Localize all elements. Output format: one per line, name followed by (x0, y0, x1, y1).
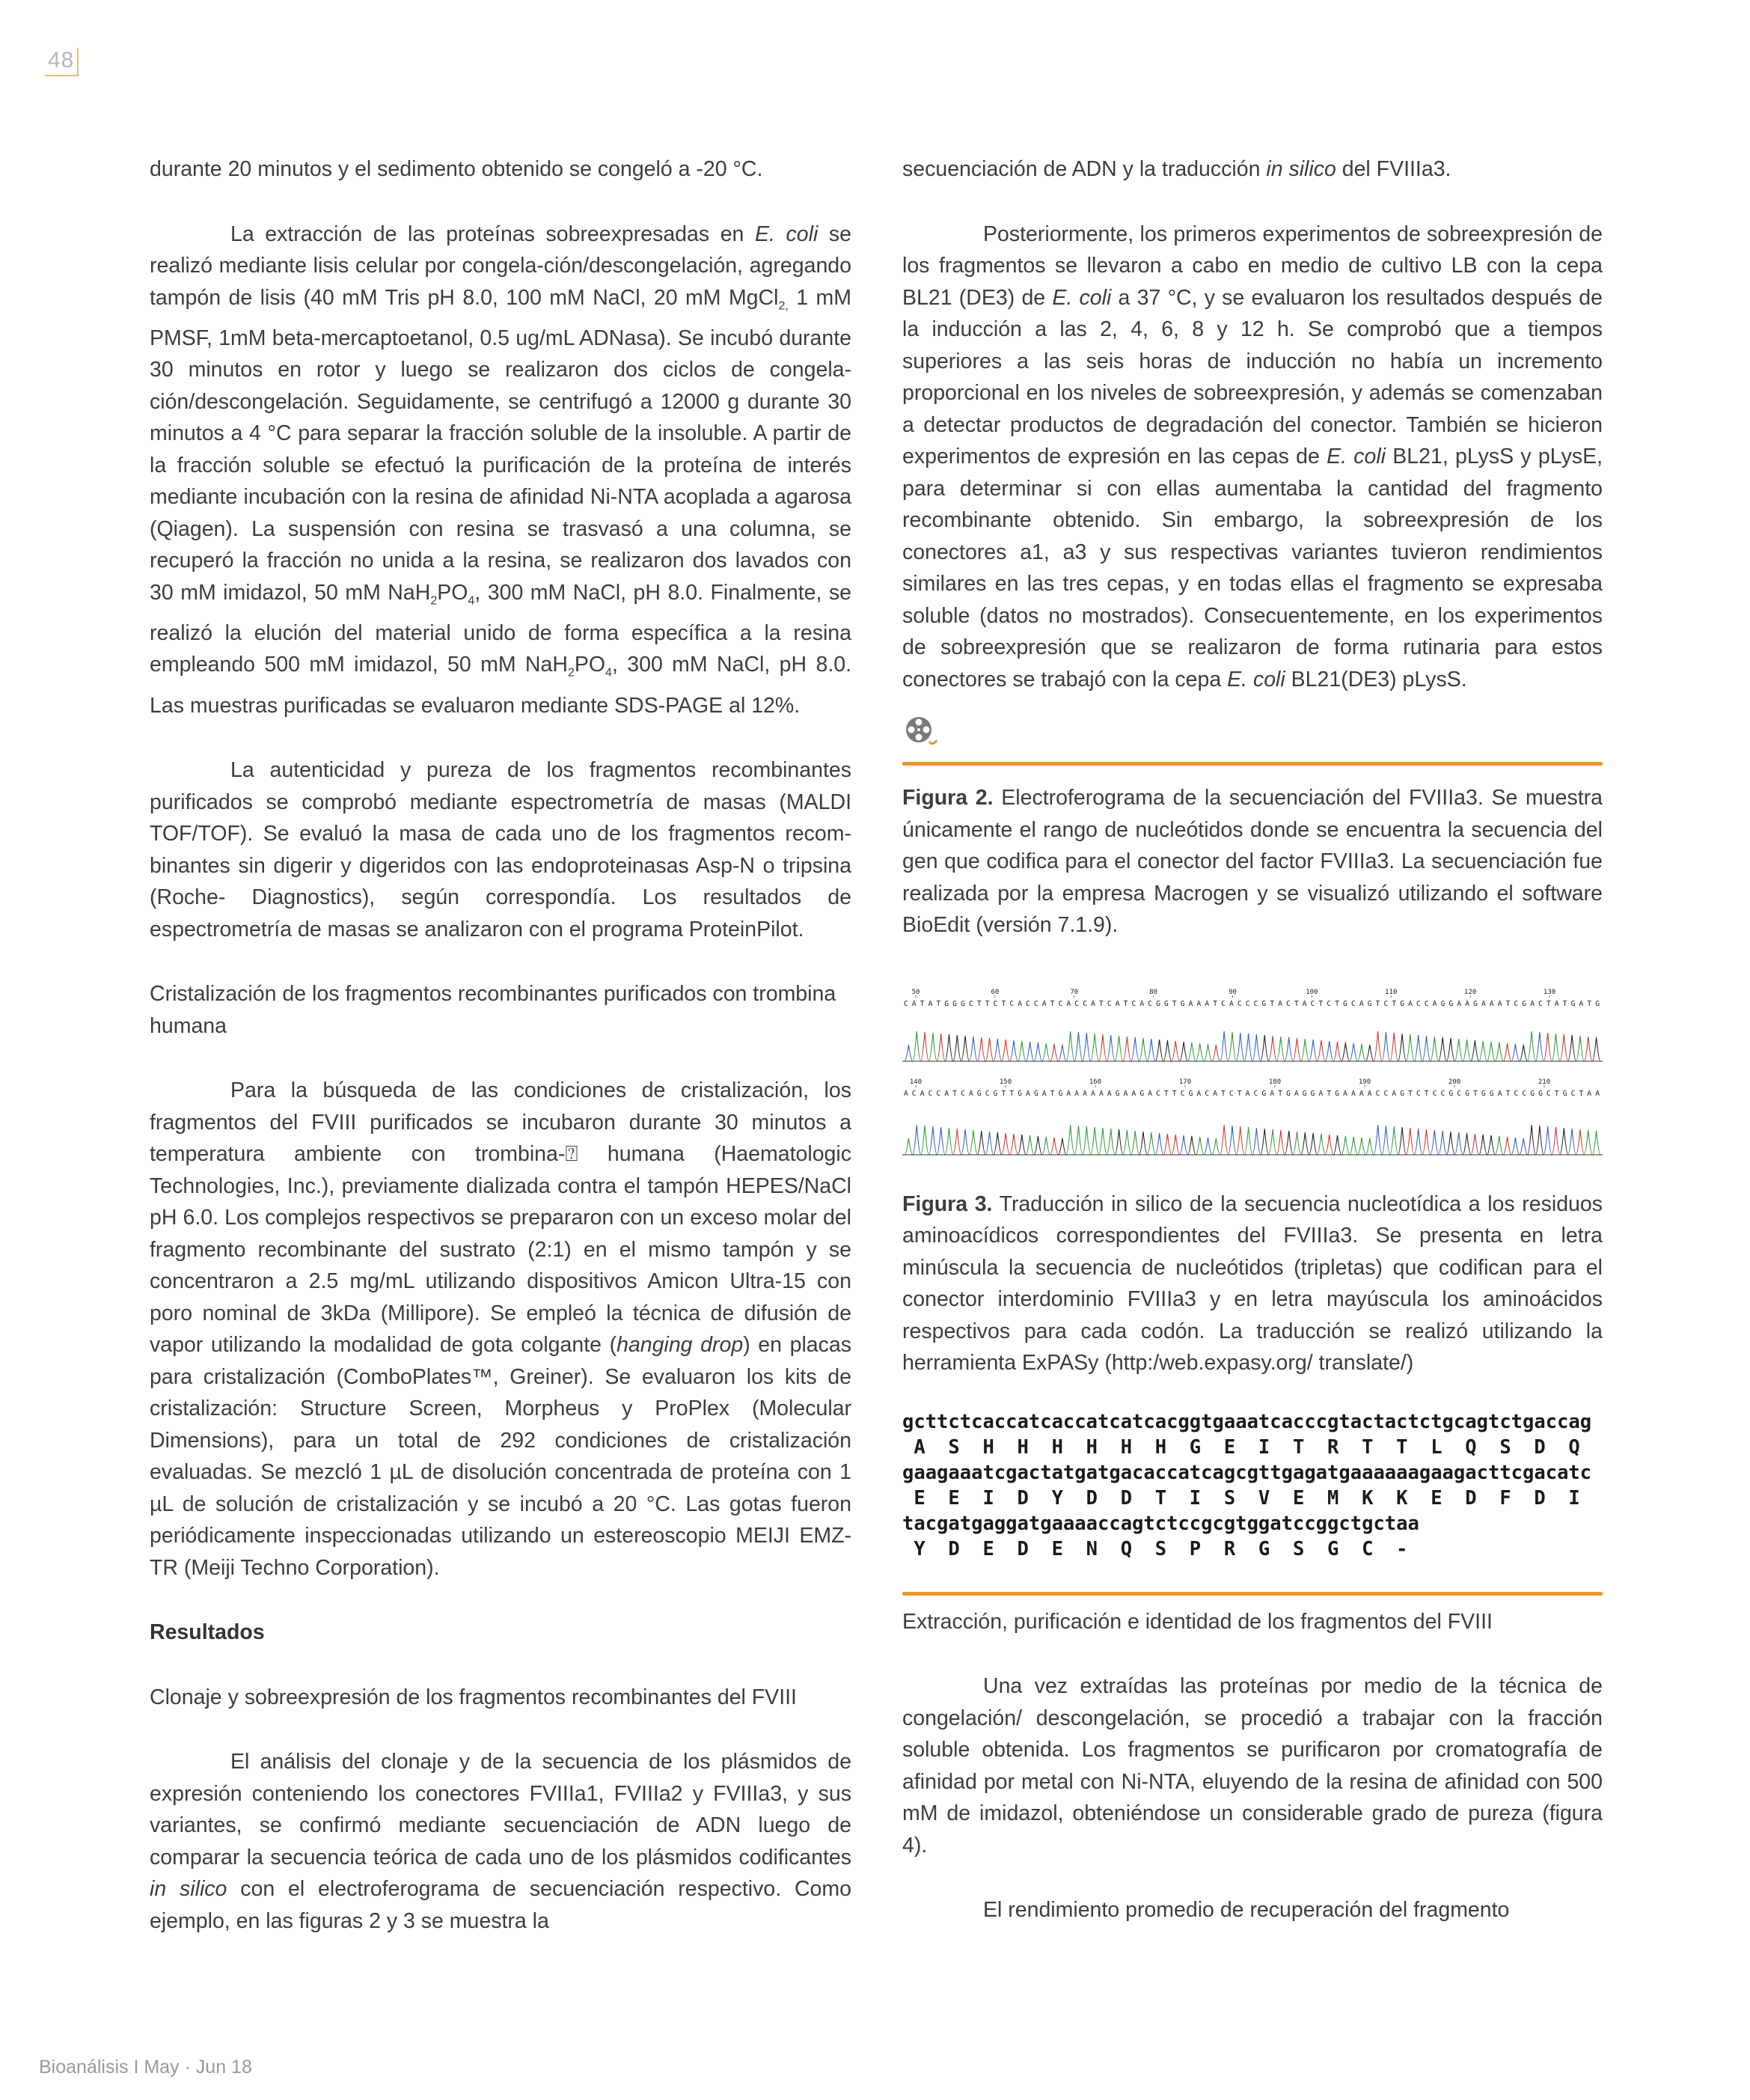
tick-label: 190 (1358, 1078, 1371, 1086)
amino-acid-line: Y D E D E N Q S P R G S G C - (902, 1537, 1408, 1560)
results-heading: Resultados (150, 1620, 265, 1645)
base-calls: CATATGGGCTTCTCACCATCACCATCATCACGGTGAAATCACCCGTACTACTCTGCAGTCTGACCAGGAAGAAATCGACTATGATG (904, 999, 1600, 1008)
tick-label: 90 (1229, 988, 1237, 996)
trace-T (905, 1031, 1600, 1061)
trace-T (905, 1125, 1600, 1155)
nucleotide-line: gcttctcaccatcaccatcatcacggtgaaatcacccgtactactctgcagtctgaccag (902, 1410, 1592, 1433)
tick-label: 80 (1149, 988, 1158, 996)
film-reel-icon (904, 715, 938, 749)
paragraph: durante 20 minutos y el sedimento obtenido se congeló a -20 °C. (150, 157, 763, 181)
paragraph-extraction-method: La extracción de las proteínas sobreexpresadas en E. coli se realizó mediante lisis celular por congela-ción/descongelación, agregando tampón de lisis (40 mM Tris pH 8.0, 100 mM NaCl, 20 mM MgCl$_{2,}$ 1 mM PMSF, 1mM beta-mercaptoetanol, 0.5 ug/mL ADNasa). Se incubó durante 30 minutos en rotor y luego se realizaron dos ciclos de congela-ción/descongelación. Seguidamente, se centrifugó a 12000 g durante 30 minutos a 4 °C para separar la fracción soluble de la insoluble. A partir de la fracción soluble se efectuó la purificación de la proteína de interés mediante incubación con la resina de afinidad Ni-NTA acoplada a agarosa (Qiagen). La suspensión con resina se trasvasó a una columna, se recuperó la fracción no unida a la resina, se realizaron dos lavados con 30 mM imidazol, 50 mM $NaH_2PO_4$, 300 mM NaCl, pH 8.0. Finalmente, se realizó la elución del material unido de forma específica a la resina empleando 500 mM imidazol, 50 mM $NaH_2PO_4$, 300 mM NaCl, pH 8.0. Las muestras purificadas se evaluaron mediante SDS-PAGE al 12%. (150, 222, 852, 718)
tick-label: 50 (911, 988, 920, 996)
tick-label: 60 (991, 988, 1000, 996)
tick-label: 100 (1306, 988, 1318, 996)
tick-label: 120 (1464, 988, 1477, 996)
footer-journal-issue: Bioanálisis I May · Jun 18 (39, 2057, 252, 2078)
tick-label: 70 (1070, 988, 1079, 996)
trace-C (905, 1125, 1600, 1155)
amino-acid-line: A S H H H H H H G E I T R T T L Q S D Q (902, 1435, 1580, 1459)
trace-C (905, 1031, 1600, 1061)
figure-2-caption: Figura 2. Electroferograma de la secuenciación del FVIIIa3. Se muestra únicamente el rango de nucleótidos donde se encuentra la secuencia del gen que codifica para el conector del factor FVIIIa3. La secuenciación fue realizada por la empresa Macrogen y se visualizó utilizando el software BioEdit (versión 7.1.9). (902, 786, 1603, 937)
trace-A (905, 1031, 1600, 1061)
left-column (150, 153, 851, 1937)
trace-G (905, 1034, 1600, 1061)
amino-acid-line: E E I D Y D D T I S V E M K K E D F D I (902, 1486, 1580, 1510)
nucleotide-line: tacgatgaggatgaaaaccagtctccgcgtggatccggctgctaa (902, 1512, 1419, 1535)
paragraph-cloning: El análisis del clonaje y de la secuencia de los plásmidos de expresión conteniendo los conectores FVIIIa1, FVIIIa2 y FVIIIa3, y sus variantes, se confirmó mediante secuenciación de ADN luego de comparar la secuencia teórica de cada uno de los plásmidos codificantes in silico con el electroferograma de secuenciación respectivo. Como ejemplo, en las figuras 2 y 3 se muestra la (150, 1750, 851, 1933)
paragraph-purification: Una vez extraídas las proteínas por medio de la técnica de congelación/ descongelación, se procedió a trabajar con la fracción soluble obtenida. Los fragmentos se purificaron por cromatografía de afinidad por metal con Ni-NTA, eluyendo de la resina de afinidad con 500 mM de imidazol, obteniéndose un considerable grado de pureza (figura 4). (902, 1674, 1603, 1858)
trace-A (905, 1125, 1600, 1155)
paragraph-crystallization: Para la búsqueda de las condiciones de cristalización, los fragmentos del FVIII purificados se incubaron durante 30 minutos a temperatura ambiente con trombina-⍰ humana (Haematologic Technologies, Inc.), previamente dializada contra el tampón HEPES/NaCl pH 6.0. Los complejos respectivos se prepararon con un exceso molar del fragmento recombinante del sustrato (2:1) en el mismo tampón y se concentraron a 2.5 mg/mL utilizando dispositivos Amicon Ultra-15 con poro nominal de 3kDa (Millipore). Se empleó la técnica de difusión de vapor utilizando la modalidad de gota colgante (hanging drop) en placas para cristalización (ComboPlates™, Greiner). Se evaluaron los kits de cristalización: Structure Screen, Morpheus y ProPlex (Molecular Dimensions), para un total de 292 condiciones de cristalización evaluadas. Se mezcló 1 µL de disolución concentrada de proteína con 1 µL de solución de cristalización y se incubó a 20 °C. Las gotas fueron periódicamente inspeccionadas utilizando un estereoscopio MEIJI EMZ-TR (Meiji Techno Corporation). (150, 1078, 851, 1580)
subsection-heading: Clonaje y sobreexpresión de los fragmentos recombinantes del FVIII (150, 1685, 797, 1709)
nucleotide-line: gaagaaatcgactatgatgacaccatcagcgttgagatgaaaaaagaagacttcgacatc (902, 1461, 1592, 1484)
section-heading: Cristalización de los fragmentos recombinantes purificados con trombina humana (150, 982, 836, 1038)
right-column (902, 153, 1603, 1926)
tick-label: 130 (1543, 988, 1556, 996)
tick-label: 170 (1178, 1078, 1192, 1086)
page-number: 48 (45, 48, 79, 76)
tick-label: 210 (1538, 1078, 1551, 1086)
paragraph-overexpression: Posteriormente, los primeros experimentos de sobreexpresión de los fragmentos se llevaron a cabo en medio de cultivo LB con la cepa BL21 (DE3) de E. coli a 37 °C, y se evaluaron los resultados después de la inducción a las 2, 4, 6, 8 y 12 h. Se comprobó que a tiempos superiores a las seis horas de inducción no había un incremento proporcional en los niveles de sobreexpresión, y además se comenzaban a detectar productos de degradación del conector. También se hicieron experimentos de expresión en las cepas de E. coli BL21, pLysS y pLysE, para determinar si con ellas aumentaba la cantidad del fragmento recombinante obtenido. Sin embargo, la sobreexpresión de los conectores a1, a3 y sus respectivas variantes tuvieron rendimientos similares en las tres cepas, y en todas ellas el fragmento se expresaba soluble (datos no mostrados). Consecuentemente, en los experimentos de sobreexpresión que se realizaron de forma rutinaria para estos conectores se trabajó con la cepa E. coli BL21(DE3) pLysS. (902, 222, 1603, 692)
base-calls: ACACCATCAGCGTTGAGATGAAAAAAGAAGACTTCGACATCTACGATGAGGATGAAAACCAGTCTCCGCGTGGATCCGGCTGCTAA (904, 1089, 1600, 1098)
tick-label: 140 (909, 1078, 923, 1086)
subsection-heading: Extracción, purificación e identidad de los fragmentos del FVIII (902, 1609, 1493, 1634)
paragraph-yield: El rendimiento promedio de recuperación del fragmento (983, 1898, 1510, 1922)
figure-3-caption: Figura 3. Traducción in silico de la secuencia nucleotídica a los residuos aminoacídicos correspondientes del FVIIIa3. Se presenta en letra minúscula la secuencia de nucleótidos (tripletas) que codifican para el conector interdominio FVIIIa3 y en letra mayúscula los aminoácidos respectivos para cada codón. La traducción se realizó utilizando la herramienta ExPASy (http:/web.expasy.org/ translate/) (902, 1191, 1603, 1375)
paragraph: secuenciación de ADN y la traducción in silico del FVIIIa3. (902, 157, 1451, 181)
translation-sequence (902, 1409, 1603, 1562)
tick-label: 200 (1448, 1078, 1461, 1086)
paragraph-mass-spec: La autenticidad y pureza de los fragmentos recombinantes purificados se comprobó mediante espectrometría de masas (MALDI TOF/TOF). Se evaluó la masa de cada uno de los fragmentos recom-binantes sin digerir y digeridos con las endoproteinasas Asp-N o tripsina (Roche- Diagnostics), según correspondía. Los resultados de espectrometría de masas se analizaron con el programa ProteinPilot. (150, 758, 851, 941)
tick-label: 180 (1268, 1078, 1282, 1086)
tick-label: 160 (1089, 1078, 1102, 1086)
trace-G (905, 1125, 1600, 1155)
electropherogram (902, 986, 1603, 1159)
tick-label: 110 (1385, 988, 1398, 996)
tick-label: 150 (999, 1078, 1012, 1086)
